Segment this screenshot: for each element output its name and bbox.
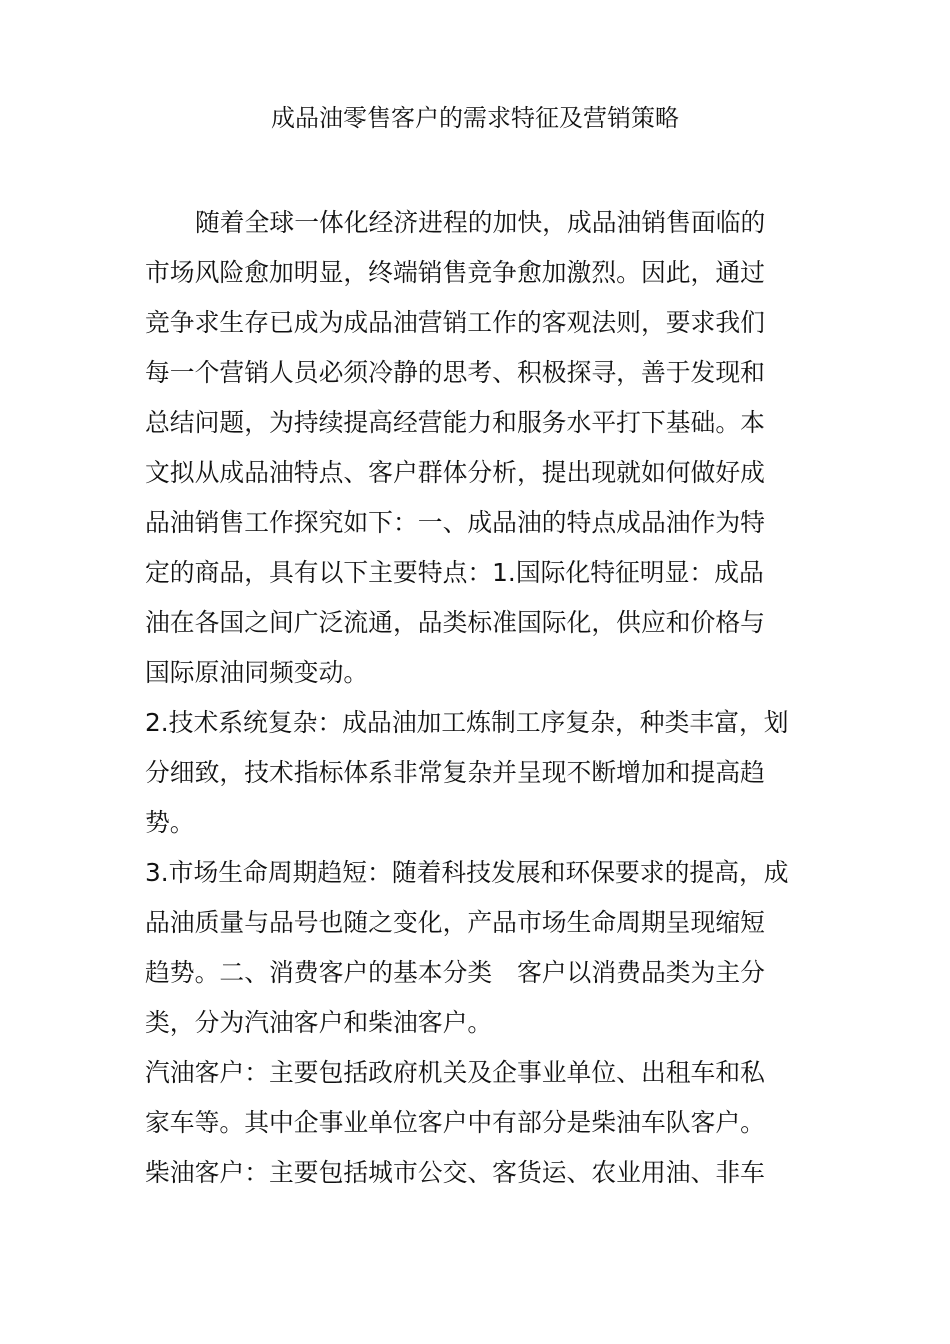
text-line: 趋势。二、消费客户的基本分类 客户以消费品类为主分 — [145, 958, 765, 987]
text-line: 国际原油同频变动。 — [145, 658, 369, 687]
text-line: 2.技术系统复杂：成品油加工炼制工序复杂，种类丰富，划 — [145, 708, 789, 737]
text-line: 市场风险愈加明显，终端销售竞争愈加激烈。因此，通过 — [145, 258, 765, 287]
text-line: 总结问题，为持续提高经营能力和服务水平打下基础。本 — [145, 408, 765, 437]
text-line: 类，分为汽油客户和柴油客户。 — [145, 1008, 493, 1037]
text-line: 家车等。其中企事业单位客户中有部分是柴油车队客户。 — [145, 1108, 765, 1137]
text-line: 文拟从成品油特点、客户群体分析，提出现就如何做好成 — [145, 458, 765, 487]
text-line: 势。 — [145, 808, 195, 837]
text-line: 柴油客户：主要包括城市公交、客货运、农业用油、非车 — [145, 1158, 765, 1187]
text-line: 汽油客户：主要包括政府机关及企事业单位、出租车和私 — [145, 1058, 765, 1087]
document-title: 成品油零售客户的需求特征及营销策略 — [271, 104, 679, 132]
text-line: 油在各国之间广泛流通，品类标准国际化，供应和价格与 — [145, 608, 765, 637]
text-line: 分细致，技术指标体系非常复杂并呈现不断增加和提高趋 — [145, 758, 765, 787]
document-body — [145, 198, 810, 1198]
text-line: 品油销售工作探究如下：一、成品油的特点成品油作为特 — [145, 508, 765, 537]
text-line: 随着全球一体化经济进程的加快，成品油销售面临的 — [195, 208, 766, 237]
text-line: 每一个营销人员必须冷静的思考、积极探寻，善于发现和 — [145, 358, 765, 387]
text-line: 定的商品，具有以下主要特点：1.国际化特征明显：成品 — [145, 558, 764, 587]
text-line: 竞争求生存已成为成品油营销工作的客观法则，要求我们 — [145, 308, 765, 337]
text-line: 3.市场生命周期趋短：随着科技发展和环保要求的提高，成 — [145, 858, 789, 887]
text-line: 品油质量与品号也随之变化，产品市场生命周期呈现缩短 — [145, 908, 765, 937]
